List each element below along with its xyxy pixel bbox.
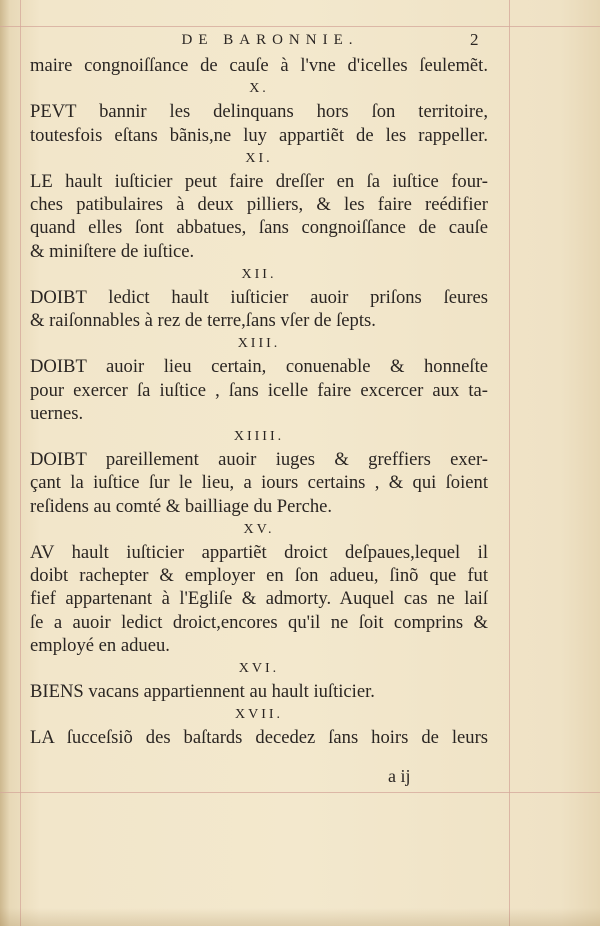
section-number: XII. xyxy=(241,266,277,282)
running-title: DE BARONNIE. xyxy=(181,32,359,48)
text-line: PEVT bannir les delinquans hors ſon territoire, xyxy=(30,101,488,123)
text-line: ches patibulaires à deux pilliers, & les faire reédifier xyxy=(30,194,488,216)
section-number: XIII. xyxy=(237,336,281,352)
text-line: toutesfois eſtans bãnis,ne luy appartiẽt de les rappeller. xyxy=(30,124,488,146)
page-edge-shadow xyxy=(0,0,10,926)
text-line: DOIBT auoir lieu certain, conuenable & honneſte xyxy=(30,356,488,378)
body-text xyxy=(30,54,488,750)
text-line: DOIBT ledict hault iuſticier auoir priſons ſeures xyxy=(30,286,488,308)
section-number: XIIII. xyxy=(233,429,285,444)
text-line: & miniſtere de iuſtice. xyxy=(30,240,195,262)
text-line: uernes. xyxy=(30,402,84,424)
text-line: maire congnoiſſance de cauſe à l'vne d'icelles ſeulemẽt. xyxy=(30,55,488,76)
text-line: DOIBT pareillement auoir iuges & greffiers exer- xyxy=(30,449,488,471)
page-header xyxy=(0,30,600,52)
section-number: XI. xyxy=(245,150,273,166)
text-line: employé en adueu. xyxy=(30,634,170,656)
text-line: LE hault iuſticier peut faire dreſſer en ſa iuſtice four- xyxy=(30,170,488,192)
text-line: reſidens au comté & bailliage du Perche. xyxy=(30,495,333,517)
section-number: XVII. xyxy=(234,707,284,723)
catchword: a ij xyxy=(388,766,411,786)
page-bottom-shade xyxy=(0,908,600,926)
section-number: XV. xyxy=(243,521,275,537)
margin-rule-left xyxy=(20,0,21,926)
folio-number: 2 xyxy=(470,30,479,49)
margin-rule-bottom xyxy=(0,792,600,793)
section-number: X. xyxy=(249,81,269,97)
text-line: BIENS vacans appartiennent au hault iuſticier. xyxy=(30,681,375,703)
margin-rule-top xyxy=(0,26,600,27)
text-line: doibt rachepter & employer en ſon adueu, ſinõ que fut xyxy=(30,565,488,587)
text-line: pour exercer ſa iuſtice , ſans icelle faire excercer aux ta- xyxy=(30,379,488,401)
text-line: LA ſucceſsiõ des baſtards decedez ſans hoirs de leurs xyxy=(30,727,488,749)
text-line: ſe a auoir ledict droict,encores qu'il ne ſoit comprins & xyxy=(30,611,488,633)
text-line: fief appartenant à l'Egliſe & admorty. Auquel cas ne laiſ xyxy=(30,588,488,610)
text-line: & raiſonnables à rez de terre,ſans vſer de ſepts. xyxy=(30,310,376,332)
section-number: XVI. xyxy=(238,660,280,676)
text-line: çant la iuſtice ſur le lieu, a iours certains , & qui ſoient xyxy=(30,472,488,494)
text-line: AV hault iuſticier appartiẽt droict deſpaues,lequel il xyxy=(30,541,488,563)
text-line: quand elles ſont abbatues, ſans congnoiſſance de cauſe xyxy=(30,217,488,239)
margin-rule-right xyxy=(509,0,510,926)
